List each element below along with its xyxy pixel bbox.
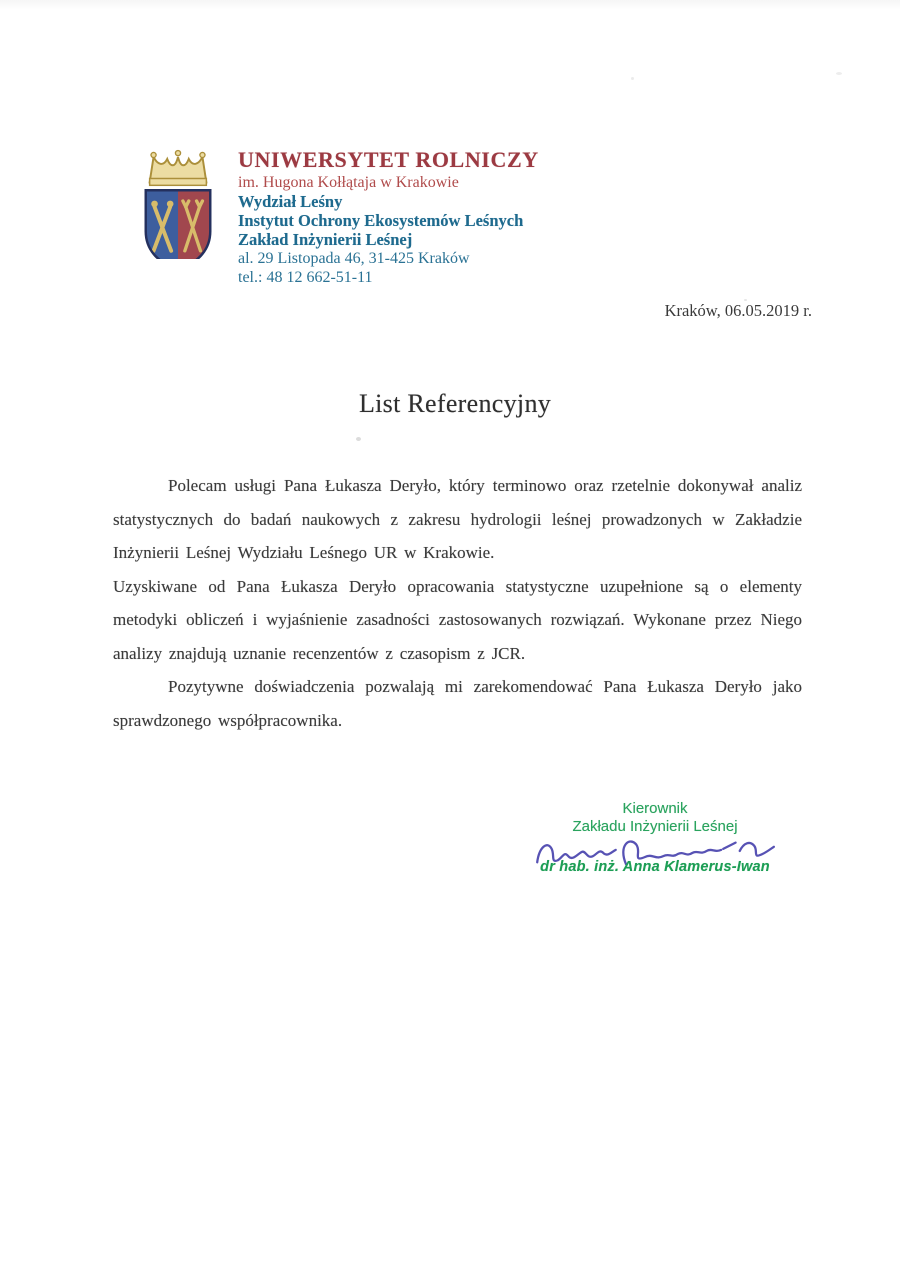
- letterhead: [134, 141, 539, 287]
- scan-speck: [356, 437, 361, 441]
- document-title: List Referencyjny: [358, 389, 552, 418]
- scan-speck: [836, 72, 842, 75]
- scan-speck: [631, 77, 634, 80]
- body-paragraph-2: Uzyskiwane od Pana Łukasza Deryło opracowania statystyczne uzupełnione są o elementy metodyki obliczeń i wyjaśnienie zasadności zastosowanych rozwiązań. Wykonane przez Niego analizy znajdują uznanie recenzentów z czasopism z JCR.: [113, 576, 802, 663]
- signer-printed-name: dr hab. inż. Anna Klamerus-Iwan: [540, 859, 770, 875]
- signature-block: [502, 800, 808, 875]
- faculty-name: Wydział Leśny: [238, 192, 343, 211]
- letterhead-text: [238, 141, 539, 287]
- signer-department: Zakładu Inżynierii Leśnej: [572, 817, 738, 835]
- scan-edge-artifact: [0, 0, 900, 10]
- body-paragraph-3: Pozytywne doświadczenia pozwalają mi zarekomendować Pana Łukasza Deryło jako sprawdzonego współpracownika.: [113, 677, 802, 730]
- university-name: UNIWERSYTET ROLNICZY: [238, 147, 539, 172]
- signer-role: Kierownik: [622, 800, 688, 817]
- body-paragraph-1: Polecam usługi Pana Łukasza Deryło, który terminowo oraz rzetelnie dokonywał analiz statystycznych do badań naukowych z zakresu hydrologii leśnej prowadzonych w Zakładzie Inżynierii Leśnej Wydziału Leśnego UR w Krakowie.: [113, 476, 802, 562]
- letter-body: [113, 469, 802, 737]
- institute-name: Instytut Ochrony Ekosystemów Leśnych: [238, 211, 524, 230]
- date-line: Kraków, 06.05.2019 r.: [664, 301, 812, 320]
- department-name: Zakład Inżynierii Leśnej: [238, 230, 413, 249]
- university-crest-icon: [134, 141, 222, 259]
- address-line: al. 29 Listopada 46, 31-425 Kraków: [238, 250, 470, 267]
- university-patron: im. Hugona Kołłątaja w Krakowie: [238, 174, 459, 191]
- phone-line: tel.: 48 12 662-51-11: [238, 269, 373, 286]
